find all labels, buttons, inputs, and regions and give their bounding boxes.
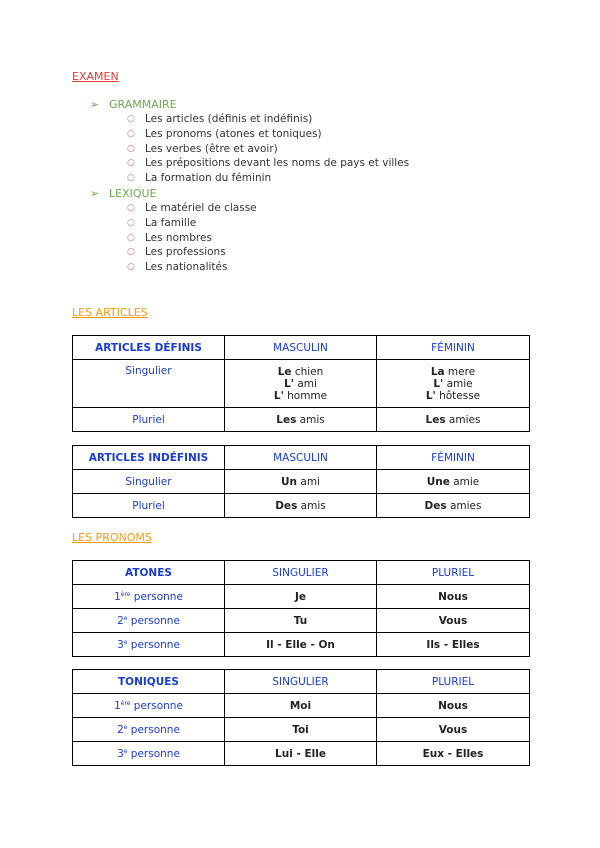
list-item: ○ Les professions [127, 246, 226, 259]
circle-bullet-icon: ○ [127, 158, 135, 169]
circle-bullet-icon: ○ [127, 262, 135, 273]
outline-section-grammar [0, 98, 600, 113]
row-label: 3e personne [73, 633, 225, 657]
circle-bullet-icon: ○ [127, 173, 135, 184]
exam-heading: EXAMEN [72, 70, 119, 83]
row-label: 1ère personne [73, 585, 225, 609]
row-label: Pluriel [73, 494, 225, 518]
definite-articles-table [72, 335, 530, 432]
table-row [73, 360, 530, 408]
table-header-cell: ARTICLES INDÉFINIS [73, 446, 225, 470]
row-label: Singulier [73, 470, 225, 494]
table-row [73, 609, 530, 633]
table-header-cell: FÉMININ [377, 446, 530, 470]
table-cell: Le chien L' ami L' homme [225, 360, 377, 408]
table-header-cell: SINGULIER [225, 670, 377, 694]
table-cell: Vous [377, 718, 530, 742]
outline-section-lexicon [0, 187, 600, 202]
table-row [73, 633, 530, 657]
table-row [73, 694, 530, 718]
list-item: ○ Les articles (définis et indéfinis) [127, 113, 313, 125]
circle-bullet-icon: ○ [127, 143, 135, 154]
table-cell: Nous [377, 585, 530, 609]
table-cell: Des amies [377, 494, 530, 518]
table-header-cell: MASCULIN [225, 336, 377, 360]
table-cell: Un ami [225, 470, 377, 494]
list-item: ○ Les nombres [127, 231, 212, 244]
table-cell: Eux - Elles [377, 742, 530, 766]
table-cell: Les amies [377, 408, 530, 432]
exam-outline [0, 98, 600, 276]
toniques-pronouns-table [72, 669, 530, 766]
atones-pronouns-table [72, 560, 530, 657]
list-item: ○ Le matériel de classe [127, 201, 257, 214]
table-header-cell: FÉMININ [377, 336, 530, 360]
table-header-cell: PLURIEL [377, 561, 530, 585]
table-cell: Des amis [225, 494, 377, 518]
table-header-cell: MASCULIN [225, 446, 377, 470]
row-label: 2e personne [73, 718, 225, 742]
table-header-cell: SINGULIER [225, 561, 377, 585]
arrow-bullet-icon: ➢ [90, 98, 100, 111]
table-cell: Lui - Elle [225, 742, 377, 766]
circle-bullet-icon: ○ [127, 202, 135, 213]
articles-heading: LES ARTICLES [72, 306, 148, 319]
table-cell: Les amis [225, 408, 377, 432]
circle-bullet-icon: ○ [127, 247, 135, 258]
table-cell: Il - Elle - On [225, 633, 377, 657]
list-item: ○ La formation du féminin [127, 172, 272, 185]
table-header-row [73, 446, 530, 470]
circle-bullet-icon: ○ [127, 217, 135, 228]
table-cell: Vous [377, 609, 530, 633]
table-cell: Toi [225, 718, 377, 742]
list-item: ○ Les nationalités [127, 261, 228, 274]
table-row [73, 585, 530, 609]
indefinite-articles-table [72, 445, 530, 518]
table-cell: Ils - Elles [377, 633, 530, 657]
table-header-row [73, 336, 530, 360]
table-cell: Tu [225, 609, 377, 633]
table-cell: Nous [377, 694, 530, 718]
row-label: 2e personne [73, 609, 225, 633]
table-header-row [73, 561, 530, 585]
row-label: 1ère personne [73, 694, 225, 718]
circle-bullet-icon: ○ [127, 232, 135, 243]
circle-bullet-icon: ○ [127, 114, 135, 124]
list-item: ○ Les prépositions devant les noms de pays et villes [127, 157, 410, 170]
table-row [73, 470, 530, 494]
table-cell: Je [225, 585, 377, 609]
list-item: ○ La famille [127, 216, 197, 229]
arrow-bullet-icon: ➢ [90, 186, 100, 200]
circle-bullet-icon: ○ [127, 128, 135, 139]
table-header-cell: ATONES [73, 561, 225, 585]
row-label: Singulier [73, 360, 225, 408]
table-row [73, 408, 530, 432]
section-label: LEXIQUE [109, 186, 157, 200]
table-header-row [73, 670, 530, 694]
table-row [73, 718, 530, 742]
section-label: GRAMMAIRE [109, 98, 177, 111]
table-cell: Moi [225, 694, 377, 718]
table-header-cell: TONIQUES [73, 670, 225, 694]
table-cell: La mere L' amie L' hôtesse [377, 360, 530, 408]
table-header-cell: PLURIEL [377, 670, 530, 694]
list-item: ○ Les pronoms (atones et toniques) [127, 127, 322, 140]
table-cell: Une amie [377, 470, 530, 494]
row-label: Pluriel [73, 408, 225, 432]
table-row [73, 494, 530, 518]
pronouns-heading: LES PRONOMS [72, 531, 152, 544]
row-label: 3e personne [73, 742, 225, 766]
list-item: ○ Les verbes (être et avoir) [127, 142, 278, 155]
table-header-cell: ARTICLES DÉFINIS [73, 336, 225, 360]
table-row [73, 742, 530, 766]
